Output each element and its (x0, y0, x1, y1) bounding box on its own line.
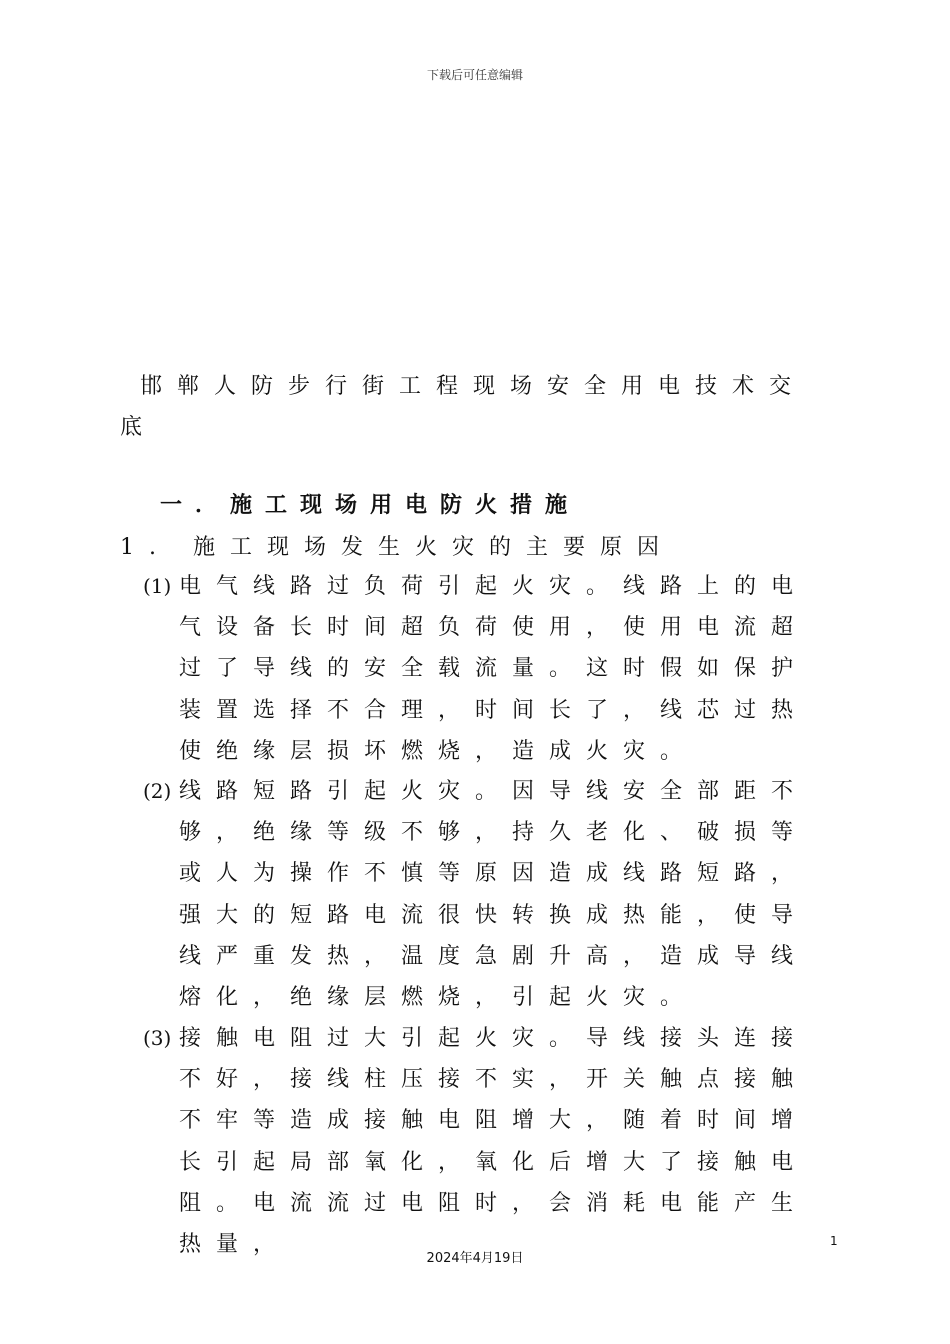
list-item-text: 接触电阻过大引起火灾。导线接头连接不好，接线柱压接不实，开关触点接触不牢等造成接触电阻增大，随着时间增长引起局部氧化，氧化后增大了接触电阻。电流流过电阻时，会消耗电能产生热量， (179, 1026, 809, 1258)
list-item-text: 电气线路过负荷引起火灾。线路上的电气设备长时间超负荷使用，使用电流超过了导线的安全载流量。这时假如保护装置选择不合理，时间长了，线芯过热使绝缘层损坏燃烧，造成火灾。 (179, 574, 809, 764)
list-item-number: (2) (143, 779, 172, 803)
page-number: 1 (830, 1234, 838, 1248)
list-item-number: (3) (143, 1026, 172, 1050)
list-item (143, 771, 843, 1018)
list-item (143, 1018, 843, 1265)
subheading: 1. 施工现场发生火灾的主要原因 (120, 535, 674, 560)
document-title (120, 366, 820, 448)
list-item-text: 线路短路引起火灾。因导线安全部距不够，绝缘等级不够，持久老化、破损等或人为操作不慎等原因造成线路短路，强大的短路电流很快转换成热能，使导线严重发热，温度急剧升高，造成导线熔化，绝缘层燃烧，引起火灾。 (179, 779, 809, 1011)
list-item-number: (1) (143, 574, 172, 598)
list-item (143, 566, 843, 772)
footer-date: 2024年4月19日 (426, 1251, 524, 1266)
page-header: 下载后可任意编辑 (426, 68, 523, 82)
section-heading: 一．施工现场用电防火措施 (160, 492, 581, 518)
title-text: 邯郸人防步行街工程现场安全用电技术交底 (120, 374, 807, 440)
